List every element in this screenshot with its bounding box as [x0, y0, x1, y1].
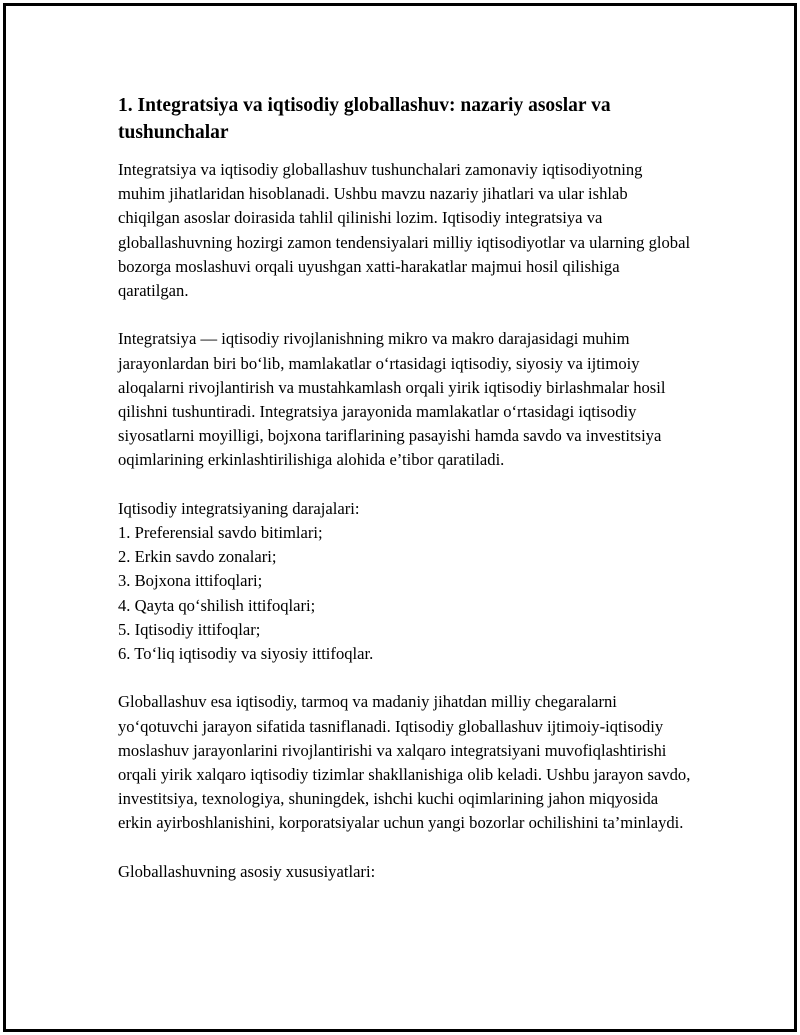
- list-item: 4. Qayta qo‘shilish ittifoqlari;: [118, 595, 316, 615]
- levels-list: [118, 521, 693, 666]
- integration-paragraph: Integratsiya — iqtisodiy rivojlanishning mikro va makro darajasidagi muhim jarayonlardan biri bo‘lib, mamlakatlar o‘rtasidagi iqtisodiy, siyosiy va ijtimoiy aloqalarni rivojlantirish va mustahkamlash orqali yirik iqtisodiy birlashmalar hosil qilishni tushuntiradi. Integratsiya jarayonida mamlakatlar o‘rtasidagi iqtisodiy siyosatlarni moyilligi, bojxona tariflarining pasayishi hamda savdo va investitsiya oqimlarining erkinlashtirilishiga alohida e’tibor qaratiladi.: [118, 329, 666, 470]
- list-item: 1. Preferensial savdo bitimlari;: [118, 523, 323, 543]
- document-body: [118, 92, 693, 884]
- list-item: 5. Iqtisodiy ittifoqlar;: [118, 619, 261, 639]
- list-item: 3. Bojxona ittifoqlari;: [118, 571, 263, 591]
- list-item: 2. Erkin savdo zonalari;: [118, 547, 277, 567]
- levels-intro: Iqtisodiy integratsiyaning darajalari:: [118, 498, 360, 518]
- globalization-paragraph: Globallashuv esa iqtisodiy, tarmoq va madaniy jihatdan milliy chegaralarni yo‘qotuvchi jarayon sifatida tasniflanadi. Iqtisodiy globallashuv ijtimoiy-iqtisodiy moslashuv jarayonlarini rivojlantirishi va xalqaro integratsiyani muvofiqlashtirishi orqali yirik xalqaro iqtisodiy tizimlar shakllanishiga olib keladi. Ushbu jarayon savdo, investitsiya, texnologiya, shuningdek, ishchi kuchi oqimlarining jahon miqyosida erkin ayirboshlanishini, korporatsiyalar uchun yangi bozorlar ochilishini ta’minlaydi.: [118, 692, 691, 833]
- features-intro: Globallashuvning asosiy xususiyatlari:: [118, 861, 376, 881]
- list-item: 6. To‘liq iqtisodiy va siyosiy ittifoqlar.: [118, 644, 374, 664]
- intro-paragraph: Integratsiya va iqtisodiy globallashuv tushunchalari zamonaviy iqtisodiyotning muhim jihatlaridan hisoblanadi. Ushbu mavzu nazariy jihatlari va ular ishlab chiqilgan asoslar doirasida tahlil qilinishi lozim. Iqtisodiy integratsiya va globallashuvning hozirgi zamon tendensiyalari milliy iqtisodiyotlar va ularning global bozorga moslashuvi orqali uyushgan xatti-harakatlar majmui hosil qilishiga qaratilgan.: [118, 160, 691, 301]
- section-heading: 1. Integratsiya va iqtisodiy globallashuv: nazariy asoslar va tushunchalar: [118, 95, 611, 143]
